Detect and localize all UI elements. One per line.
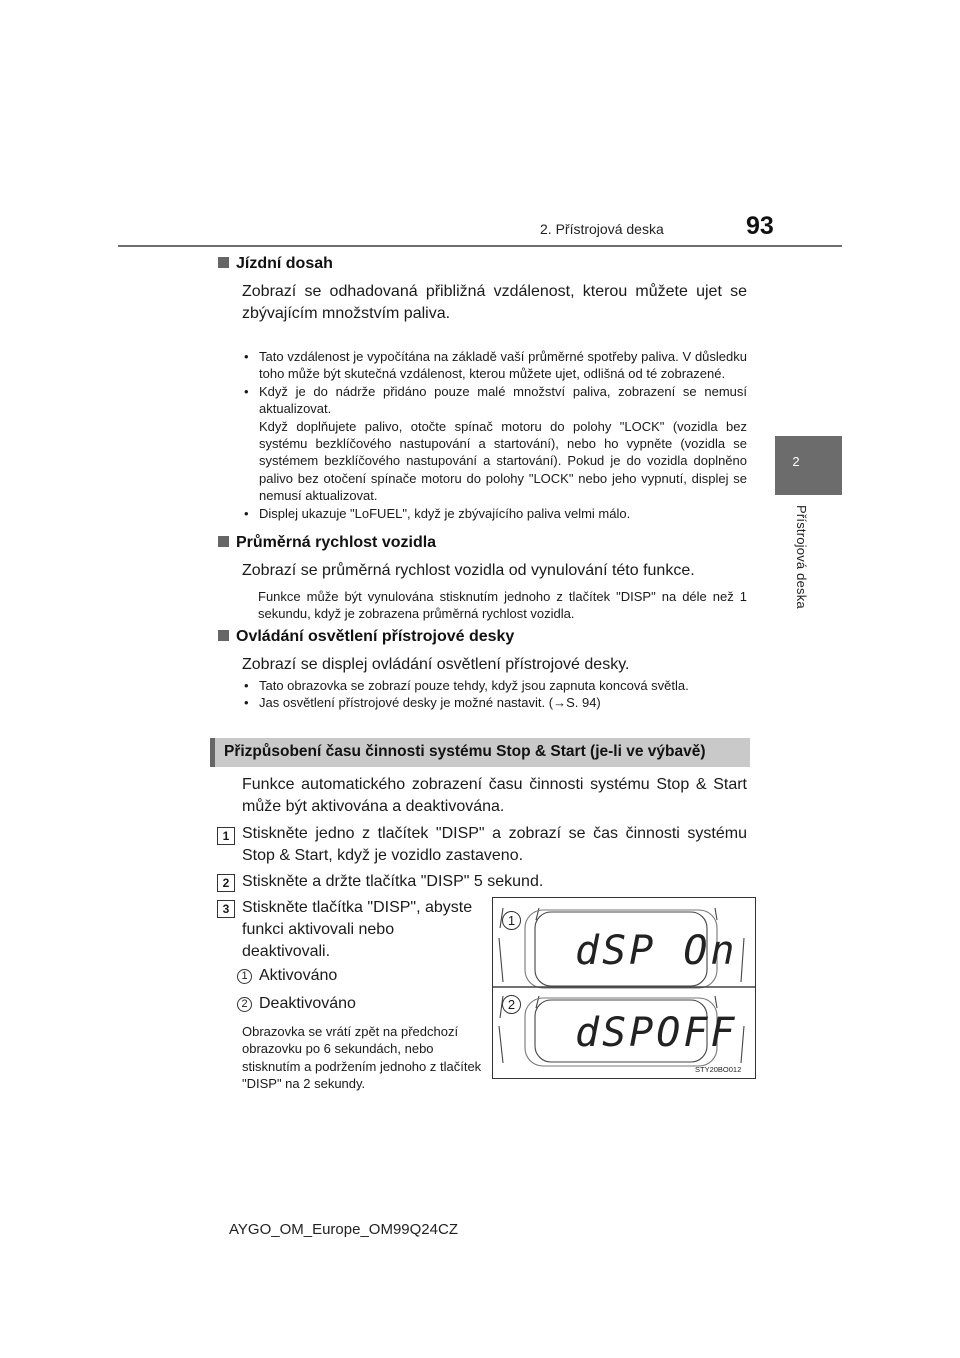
figure-code: STY20BO012 — [695, 1065, 742, 1074]
heading-square-icon — [218, 630, 229, 641]
list-item: • Tato vzdálenost je vypočítána na základě vaší průměrné spotřeby paliva. V důsledku toho může být skutečná vzdálenost, kterou můžete ujet, odlišná od té zobrazené. — [244, 349, 747, 382]
heading-avg-speed — [218, 534, 436, 552]
running-header-section: 2. Přístrojová deska — [540, 221, 664, 237]
heading-square-icon — [218, 257, 229, 268]
callout-2: 2 — [502, 995, 521, 1014]
step-number-badge: 3 — [217, 900, 235, 918]
chapter-tab-number: 2 — [792, 454, 800, 469]
heading-lighting — [218, 628, 514, 646]
document-code: AYGO_OM_Europe_OM99Q24CZ — [229, 1221, 458, 1238]
arrow-icon: → — [553, 695, 567, 711]
avg-speed-description: Zobrazí se průměrná rychlost vozidla od vynulování této funkce. — [242, 562, 695, 579]
lighting-bullets — [242, 677, 747, 712]
display-off-readout: dSPOFF — [575, 1010, 738, 1056]
list-item: • Když je do nádrže přidáno pouze malé množství paliva, zobrazení se nemusí aktualizovat. Když doplňujete palivo, otočte spínač motoru do polohy "LOCK" (vozidla bez systému bezklíčového nastupování a startování), nebo ho vypněte (vozidla se systémem bezklíčového nastupování a startování). Pokud je do vozidla doplněno palivo bez otočení spínače motoru do polohy "LOCK" nebo jeho vypnutí, displej se nemusí aktualizovat. — [244, 383, 747, 504]
list-item: • Displej ukazuje "LoFUEL", když je zbývajícího paliva velmi málo. — [244, 505, 631, 521]
chapter-tab-label: Přístrojová deska — [794, 505, 809, 609]
option-label: Deaktivováno — [259, 995, 356, 1012]
heading-avg-speed-text: Průměrná rychlost vozidla — [236, 534, 437, 551]
page-reference-link[interactable]: S. 94) — [566, 695, 601, 711]
step-text: Stiskněte jedno z tlačítek "DISP" a zobrazí se čas činnosti systému Stop & Start, když je vozidlo zastaveno. — [242, 825, 747, 864]
heading-range — [218, 255, 333, 273]
heading-square-icon — [218, 536, 229, 547]
section-intro: Funkce automatického zobrazení času činnosti systému Stop & Start může být aktivována a deaktivována. — [242, 776, 747, 815]
option-number-circle: 1 — [237, 969, 252, 984]
heading-lighting-text: Ovládání osvětlení přístrojové desky — [236, 628, 515, 645]
heading-range-text: Jízdní dosah — [236, 255, 333, 272]
step-text: Stiskněte tlačítka "DISP", abyste funkci aktivovali nebo deaktivovali. — [242, 899, 473, 960]
list-item: • Tato obrazovka se zobrazí pouze tehdy, když jsou zapnuta koncová světla. — [244, 678, 689, 693]
callout-1: 1 — [502, 911, 521, 930]
step-text: Stiskněte a držte tlačítka "DISP" 5 sekund. — [242, 873, 544, 890]
lighting-description: Zobrazí se displej ovládání osvětlení přístrojové desky. — [242, 656, 630, 673]
range-bullets — [242, 348, 747, 522]
option-label: Aktivováno — [259, 967, 338, 984]
page-number: 93 — [746, 212, 774, 240]
option-number-circle: 2 — [237, 997, 252, 1012]
list-item: • Jas osvětlení přístrojové desky je možné nastavit. (→S. 94) — [244, 695, 601, 711]
header-rule — [118, 245, 842, 247]
section-title: Přizpůsobení času činnosti systému Stop & Start (je-li ve výbavě) — [224, 743, 706, 760]
step-number-badge: 1 — [217, 827, 235, 845]
avg-speed-note: Funkce může být vynulována stisknutím jednoho z tlačítek "DISP" na déle než 1 sekundu, když je zobrazena průměrná rychlost vozidla. — [258, 589, 747, 622]
display-on-readout: dSP On — [575, 928, 738, 974]
range-description: Zobrazí se odhadovaná přibližná vzdálenost, kterou můžete ujet se zbývajícím množstvím paliva. — [242, 283, 747, 322]
step3-note: Obrazovka se vrátí zpět na předchozí obrazovku po 6 sekundách, nebo stisknutím a podržením jednoho z tlačítek "DISP" na 2 sekundy. — [242, 1024, 482, 1092]
step-number-badge: 2 — [217, 874, 235, 892]
display-figure — [492, 897, 756, 1079]
chapter-tab — [775, 436, 842, 495]
